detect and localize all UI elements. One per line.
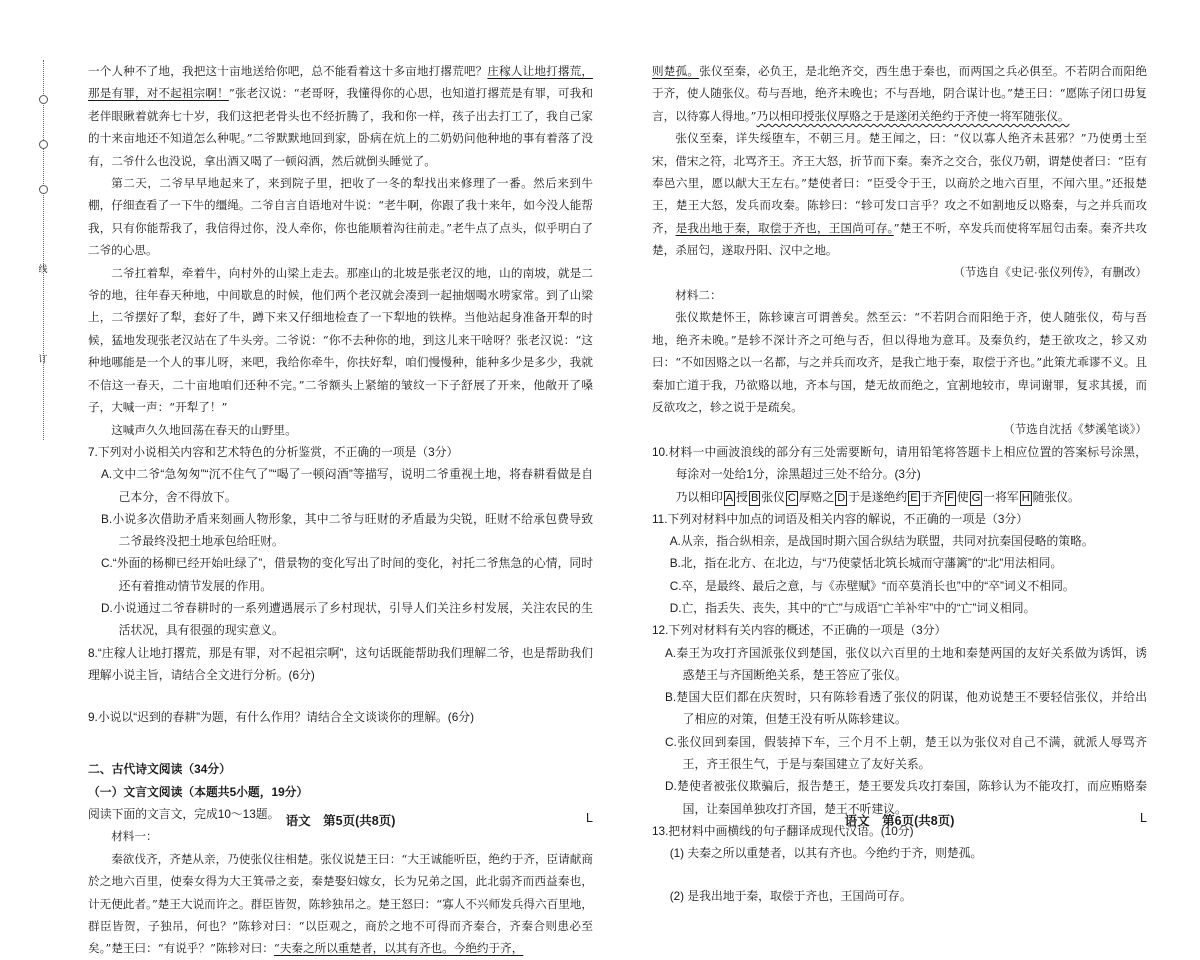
question-12-option-c: C.张仪回到秦国，假装掉下车，三个月不上朝，楚王以为张仪对自己不满，就派人辱骂齐王，齐王很生气，于是与秦国建立了友好关系。 bbox=[664, 734, 1147, 772]
material-2-label: 材料二： bbox=[675, 288, 722, 303]
reading-instruction: 阅读下面的文言文，完成10～13题。 bbox=[88, 807, 280, 822]
break-option-a: A bbox=[725, 491, 734, 504]
break-option-g: G bbox=[971, 491, 981, 504]
question-9: 9.小说以“迟到的春耕”为题，有什么作用？请结合全文谈谈你的理解。(6分) bbox=[88, 710, 475, 725]
break-option-b: B bbox=[750, 491, 759, 504]
material-1-text: 秦欲伐齐，齐楚从亲，乃使张仪往相楚。张仪说楚王曰：“大王诚能听臣，绝约于齐，臣请献商於之地六百里，使秦女得为大王箕帚之妾，秦楚娶妇嫁女，长为兄弟之国，此北弱齐而西益秦也，计无便此者。”楚王大说而许之。群臣皆贺，陈轸独吊之。楚王怒曰：“寡人不兴师发兵得六百里地，群臣皆贺，子独吊，何也？”陈轸对曰：“以臣观之，商於之地不可得而齐秦合，齐秦合则患必至矣。”楚王曰：“有说乎？”陈轸对曰：“夫秦之所以重楚者，以其有齐也。今绝约于齐， bbox=[88, 851, 593, 956]
question-7-option-b: B.小说多次借助矛盾来刻画人物形象，其中二爷与旺财的矛盾最为尖锐，旺财不给承包费导致二爷最终没把土地承包给旺财。 bbox=[100, 511, 593, 549]
question-8: 8.“庄稼人让地打撂荒，那是有罪，对不起祖宗啊”，这句话既能帮助我们理解二爷，也是帮助我们理解小说主旨，请结合全文进行分析。(6分) bbox=[88, 645, 593, 682]
question-13-stem: 13.把材料中画横线的句子翻译成现代汉语。(10分) bbox=[652, 823, 914, 838]
page-number: 语文 第6页(共8页) bbox=[844, 814, 955, 828]
page-mark: L bbox=[1140, 811, 1147, 825]
question-10-stem: 10.材料一中画波浪线的部分有三处需要断句，请用铅笔将答题卡上相应位置的答案标号涂黑，每涂对一处给1分，涂黑超过三处不给分。(3分) bbox=[652, 444, 1147, 482]
binding-margin bbox=[0, 0, 58, 849]
underlined-sentence: 庄稼人让地打撂荒，那是有罪，对不起祖宗啊！ bbox=[88, 64, 593, 101]
material-2-source: （节选自沈括《梦溪笔谈》） bbox=[1003, 423, 1147, 436]
underlined-sentence: “夫秦之所以重楚者，以其有齐也。今绝约于齐， bbox=[273, 941, 524, 956]
material-1-source: （节选自《史记·张仪列传》，有删改） bbox=[953, 266, 1147, 279]
question-12-option-b: B.楚国大臣们都在庆贺时，只有陈轸看透了张仪的阴谋，他劝说楚王不要轻信张仪，并给出了相应的对策，但楚王没有听从陈轸建议。 bbox=[664, 690, 1147, 727]
binding-mark: 线 bbox=[38, 265, 48, 275]
sub-section-title: （一）文言文阅读（本题共5小题，19分） bbox=[88, 784, 309, 799]
underlined-sentence: 是我出地于秦，取偿于齐也，王国尚可存。 bbox=[675, 220, 894, 235]
question-7-option-d: D.小说通过二爷春耕时的一系列遭遇展示了乡村现状，引导人们关注乡村发展，关注农民的生活状况，具有很强的现实意义。 bbox=[100, 600, 593, 638]
break-option-h: H bbox=[1021, 491, 1030, 504]
story-paragraph: 二爷扛着犁，牵着牛，向村外的山梁上走去。那座山的北坡是张老汉的地，山的南坡，就是二爷的地，往年春天种地，中间歇息的时候，他们两个老汉就会凑到一起抽烟喝水唠家常。到了山梁上，二爷摆好了犁，套好了牛，蹲下来又仔细地检查了一下犁地的铁桦。当他站起身准备开犁的时候，猛地发现张老汉站在了牛头旁。二爷说：“你不去种你的地，到这儿来干啥呀？张老汉说：“这种地哪能是一个人的事儿呀，来吧，我给你牵牛，你扶好犁，咱们慢慢种，能种多少是多少，我就不信这一春天，二十亩地咱们还种不完。”二爷额头上紧缩的皱纹一下子舒展了开来，他敞开了嗓子，大喊一声：“开犁了！” bbox=[88, 265, 593, 415]
story-paragraph: 这喊声久久地回荡在春天的山野里。 bbox=[111, 422, 297, 437]
wavy-underlined-sentence: 乃以相印授张仪厚赂之于是遂闭关绝约于齐使一将军随张仪。 bbox=[756, 108, 1070, 123]
right-page bbox=[652, 0, 1147, 903]
material-1-label: 材料一： bbox=[111, 829, 158, 844]
break-option-e: E bbox=[910, 491, 918, 504]
question-11-option-d: D.亡，指丢失、丧失，其中的“亡”与成语“亡羊补牢”中的“亡”词义相同。 bbox=[669, 600, 1036, 615]
question-10-sentence: 乃以相印 A 授 B 张仪 C 厚赂之 D 于是遂绝约 E 于齐 F 使 G 一将军 H 随张仪。 bbox=[675, 489, 1080, 504]
question-13-item-1: (1) 夫秦之所以重楚者，以其有齐也。今绝约于齐，则楚孤。 bbox=[669, 846, 983, 861]
question-11-option-a: A.从亲，指合纵相亲，是战国时期六国合纵结为联盟，共同对抗秦国侵略的策略。 bbox=[669, 534, 1094, 549]
section-title: 二、古代诗文阅读（34分） bbox=[88, 762, 231, 777]
material-1-continued: 则楚孤。张仪至秦，必负王，是北绝齐交，西生患于秦也，而两国之兵必俱至。不若阴合而阳绝于齐，使人随张仪。苟与吾地，绝齐未晚也；不与吾地，阴合谋计也。”楚王曰：“愿陈子闭口毋复言，以待寡人得地。”乃以相印授张仪厚赂之于是遂闭关绝约于齐使一将军随张仪。 bbox=[652, 64, 1147, 123]
left-page bbox=[88, 0, 593, 956]
story-paragraph: 第二天，二爷早早地起来了，来到院子里，把收了一冬的犁找出来修理了一番。然后来到牛棚，仔细查看了一下牛的缰绳。二爷自言自语地对牛说：“老牛啊，你跟了我十来年，如今没人能帮我，只有你能帮我了，我信得过你，没人牵你，你也能顺着沟往前走。”老牛点了点头，似乎明白了二爷的心思。 bbox=[88, 176, 593, 258]
break-option-c: C bbox=[787, 491, 796, 504]
question-12-stem: 12.下列对材料有关内容的概述，不正确的一项是（3分） bbox=[652, 623, 947, 638]
binding-mark: 订 bbox=[38, 355, 48, 365]
question-13-item-2: (2) 是我出地于秦，取偿于齐也，王国尚可存。 bbox=[669, 888, 912, 903]
question-7-option-c: C.“外面的杨柳已经开始吐绿了”，借景物的变化写出了时间的变化，衬托二爷焦急的心情，同时还有着推动情节发展的作用。 bbox=[100, 556, 593, 593]
question-11-option-c: C.卒，是最终、最后之意，与《赤壁赋》“而卒莫消长也”中的“卒”词义不相同。 bbox=[669, 578, 1075, 593]
page-mark: L bbox=[586, 811, 593, 825]
material-2-text: 张仪欺楚怀王，陈轸谏言可谓善矣。然至云：“不若阴合而阳绝于齐，使人随张仪，苟与吾地，绝齐未晚。”是轸不深计齐之可绝与否，但以得地为意耳。及秦负约，楚王欲攻之，轸又劝曰：“不如因赂之以一名都，与之并兵而攻齐，是我亡地于秦，取偿于齐也。”此策尤乖谬不义。且秦加亡道于我，乃欲赂以地，齐本与国，楚无故而绝之，宜割地较市，卑词谢罪，复求其援，而反欲攻之，轸之说于是疏矣。 bbox=[652, 310, 1147, 415]
question-12-option-a: A.秦王为攻打齐国派张仪到楚国，张仪以六百里的土地和秦楚两国的友好关系做为诱饵，诱惑楚王与齐国断绝关系，楚王答应了张仪。 bbox=[664, 645, 1147, 682]
question-11-stem: 11.下列对材料中加点的词语及相关内容的解说，不正确的一项是（3分） bbox=[652, 511, 1028, 526]
break-option-f: F bbox=[947, 491, 954, 504]
story-paragraph: 一个人种不了地，我把这十亩地送给你吧，总不能看着这十多亩地打撂荒吧？庄稼人让地打撂荒，那是有罪，对不起祖宗啊！”张老汉说：“老哥呀，我懂得你的心思，也知道打撂荒是有罪，可我和老伴眼瞅着就奔七十岁，我们这把老骨头也不经折腾了，我和你一样，孩子出去打工了，我自己家的十来亩地还不知道怎么种呢。”二爷默默地回到家，卧病在炕上的二奶奶问他种地的事有着落了没有，二爷什么也没说，拿出酒又喝了一顿闷酒，然后就倒头睡觉了。 bbox=[88, 64, 593, 168]
binding-dotted-line bbox=[43, 60, 44, 440]
underlined-sentence: 则楚孤。 bbox=[652, 64, 700, 78]
binding-circle bbox=[39, 95, 48, 104]
binding-circle bbox=[39, 140, 48, 149]
break-option-d: D bbox=[837, 491, 846, 504]
question-12-option-d: D.楚使者被张仪欺骗后，报告楚王，楚王要发兵攻打秦国，陈轸认为不能攻打，而应贿赂秦国，让秦国单独攻打齐国，楚王不听建议。 bbox=[664, 779, 1147, 816]
question-11-option-b: B.北，指在北方、在北边，与“乃使蒙恬北筑长城而守藩篱”的“北”用法相同。 bbox=[669, 556, 1063, 571]
page-number: 语文 第5页(共8页) bbox=[285, 814, 396, 828]
question-7-option-a: A.文中二爷“急匆匆”“沉不住气了”“喝了一顿闷酒”等描写，说明二爷重视土地，将春耕看做是自己本分，舍不得放下。 bbox=[100, 467, 593, 504]
question-7-stem: 7.下列对小说相关内容和艺术特色的分析鉴赏，不正确的一项是（3分） bbox=[88, 444, 459, 459]
material-1-paragraph: 张仪至秦，详失绥堕车，不朝三月。楚王闻之，曰：“仪以寡人绝齐未甚邪？”乃使勇士至宋，借宋之符，北骂齐王。齐王大怒，折节而下秦。秦齐之交合，张仪乃朝，谓楚使者曰：“臣有奉邑六里，愿以献大王左右。”楚使者曰：“臣受令于王，以商於之地六百里，不闻六里。”还报楚王，楚王大怒，发兵而攻秦。陈轸曰：“轸可发口言乎？攻之不如割地反以赂秦，与之并兵而攻齐，是我出地于秦，取偿于齐也，王国尚可存。”楚王不听，卒发兵而使将军屈匄击秦。秦齐共攻楚，杀屈匄，遂取丹阳、汉中之地。 bbox=[652, 131, 1147, 258]
binding-circle bbox=[39, 185, 48, 194]
